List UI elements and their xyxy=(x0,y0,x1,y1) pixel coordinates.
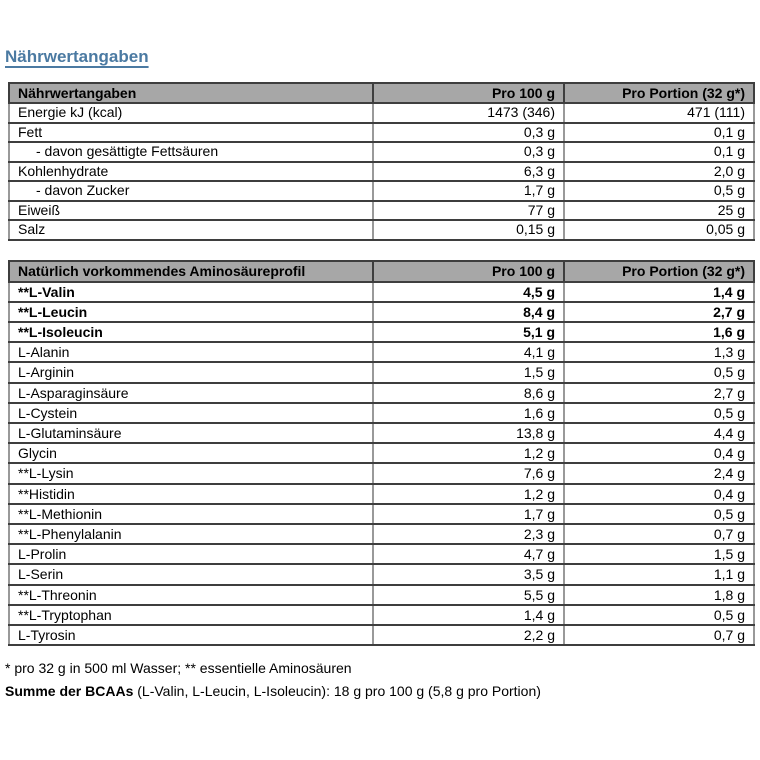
row-label: **L-Threonin xyxy=(9,585,373,605)
row-value-per-portion: 0,5 g xyxy=(564,181,754,201)
row-label: L-Arginin xyxy=(9,362,373,382)
table-row xyxy=(9,564,754,584)
row-label: Energie kJ (kcal) xyxy=(9,103,373,123)
nutrition-table-body xyxy=(9,103,754,240)
row-value-per-100g: 5,1 g xyxy=(373,322,564,342)
table-row xyxy=(9,322,754,342)
table-row xyxy=(9,220,754,240)
column-header-per-100g: Pro 100 g xyxy=(373,261,564,282)
row-label: L-Asparaginsäure xyxy=(9,383,373,403)
column-header-per-portion: Pro Portion (32 g*) xyxy=(564,261,754,282)
row-value-per-portion: 2,4 g xyxy=(564,463,754,483)
row-value-per-portion: 0,5 g xyxy=(564,362,754,382)
row-label: **L-Methionin xyxy=(9,504,373,524)
header-row xyxy=(9,83,754,103)
nutrition-table xyxy=(8,82,755,241)
row-value-per-100g: 3,5 g xyxy=(373,564,564,584)
row-label: **L-Phenylalanin xyxy=(9,524,373,544)
row-value-per-100g: 1,2 g xyxy=(373,443,564,463)
row-value-per-portion: 0,1 g xyxy=(564,142,754,162)
row-label: **L-Valin xyxy=(9,282,373,302)
row-value-per-100g: 2,3 g xyxy=(373,524,564,544)
row-value-per-100g: 1,7 g xyxy=(373,181,564,201)
row-value-per-100g: 8,4 g xyxy=(373,302,564,322)
table-row xyxy=(9,504,754,524)
row-value-per-portion: 0,7 g xyxy=(564,524,754,544)
row-value-per-portion: 0,5 g xyxy=(564,504,754,524)
row-label: L-Glutaminsäure xyxy=(9,423,373,443)
row-label: L-Alanin xyxy=(9,342,373,362)
row-value-per-100g: 2,2 g xyxy=(373,625,564,645)
row-value-per-100g: 0,3 g xyxy=(373,142,564,162)
column-header-name: Nährwertangaben xyxy=(9,83,373,103)
row-value-per-100g: 0,3 g xyxy=(373,123,564,143)
row-value-per-100g: 1473 (346) xyxy=(373,103,564,123)
row-value-per-portion: 1,6 g xyxy=(564,322,754,342)
row-value-per-portion: 1,1 g xyxy=(564,564,754,584)
row-value-per-portion: 0,4 g xyxy=(564,484,754,504)
row-value-per-portion: 25 g xyxy=(564,201,754,221)
row-value-per-100g: 7,6 g xyxy=(373,463,564,483)
table-row xyxy=(9,342,754,362)
row-value-per-portion: 1,4 g xyxy=(564,282,754,302)
row-label: Glycin xyxy=(9,443,373,463)
table-row xyxy=(9,423,754,443)
column-header-per-100g: Pro 100 g xyxy=(373,83,564,103)
row-value-per-portion: 471 (111) xyxy=(564,103,754,123)
footnotes xyxy=(5,657,753,702)
table-row xyxy=(9,123,754,143)
row-value-per-100g: 4,1 g xyxy=(373,342,564,362)
row-value-per-100g: 8,6 g xyxy=(373,383,564,403)
row-label: - davon Zucker xyxy=(9,181,373,201)
row-label: **L-Isoleucin xyxy=(9,322,373,342)
row-value-per-portion: 0,4 g xyxy=(564,443,754,463)
row-label: **Histidin xyxy=(9,484,373,504)
bcaa-summary-text: (L-Valin, L-Leucin, L-Isoleucin): 18 g pro 100 g (5,8 g pro Portion) xyxy=(133,682,541,699)
row-value-per-100g: 4,5 g xyxy=(373,282,564,302)
row-value-per-100g: 13,8 g xyxy=(373,423,564,443)
row-label: **L-Leucin xyxy=(9,302,373,322)
table-row xyxy=(9,162,754,182)
bcaa-summary-label: Summe der BCAAs xyxy=(5,682,134,699)
table-row xyxy=(9,383,754,403)
row-label: **L-Lysin xyxy=(9,463,373,483)
row-label: - davon gesättigte Fettsäuren xyxy=(9,142,373,162)
row-value-per-100g: 77 g xyxy=(373,201,564,221)
row-value-per-100g: 1,5 g xyxy=(373,362,564,382)
row-value-per-100g: 1,7 g xyxy=(373,504,564,524)
nutrition-table-header xyxy=(9,83,754,103)
row-label: L-Tyrosin xyxy=(9,625,373,645)
row-value-per-portion: 4,4 g xyxy=(564,423,754,443)
table-row xyxy=(9,403,754,423)
row-value-per-portion: 1,5 g xyxy=(564,544,754,564)
table-row xyxy=(9,484,754,504)
row-value-per-100g: 1,6 g xyxy=(373,403,564,423)
row-label: Eiweiß xyxy=(9,201,373,221)
row-label: Salz xyxy=(9,220,373,240)
table-row xyxy=(9,625,754,645)
table-row xyxy=(9,443,754,463)
table-row xyxy=(9,282,754,302)
amino-acid-table xyxy=(8,260,755,647)
row-label: L-Cystein xyxy=(9,403,373,423)
table-row xyxy=(9,181,754,201)
row-value-per-portion: 0,5 g xyxy=(564,605,754,625)
row-value-per-100g: 4,7 g xyxy=(373,544,564,564)
row-value-per-portion: 2,7 g xyxy=(564,302,754,322)
row-value-per-portion: 0,05 g xyxy=(564,220,754,240)
column-header-name: Natürlich vorkommendes Aminosäureprofil xyxy=(9,261,373,282)
table-row xyxy=(9,605,754,625)
row-value-per-100g: 0,15 g xyxy=(373,220,564,240)
table-row xyxy=(9,585,754,605)
row-value-per-portion: 0,5 g xyxy=(564,403,754,423)
row-value-per-portion: 1,3 g xyxy=(564,342,754,362)
column-header-per-portion: Pro Portion (32 g*) xyxy=(564,83,754,103)
table-row xyxy=(9,544,754,564)
row-value-per-100g: 1,2 g xyxy=(373,484,564,504)
table-row xyxy=(9,362,754,382)
row-value-per-portion: 0,7 g xyxy=(564,625,754,645)
row-value-per-portion: 0,1 g xyxy=(564,123,754,143)
row-value-per-portion: 2,7 g xyxy=(564,383,754,403)
row-value-per-100g: 5,5 g xyxy=(373,585,564,605)
row-label: **L-Tryptophan xyxy=(9,605,373,625)
table-row xyxy=(9,302,754,322)
table-row xyxy=(9,201,754,221)
page-title: Nährwertangaben xyxy=(5,47,149,66)
table-row xyxy=(9,142,754,162)
amino-acid-table-body xyxy=(9,282,754,646)
table-row xyxy=(9,463,754,483)
row-value-per-portion: 2,0 g xyxy=(564,162,754,182)
row-value-per-100g: 6,3 g xyxy=(373,162,564,182)
amino-acid-table-header xyxy=(9,261,754,282)
row-value-per-portion: 1,8 g xyxy=(564,585,754,605)
row-label: Kohlenhydrate xyxy=(9,162,373,182)
row-label: L-Prolin xyxy=(9,544,373,564)
row-value-per-100g: 1,4 g xyxy=(373,605,564,625)
row-label: Fett xyxy=(9,123,373,143)
table-row xyxy=(9,103,754,123)
serving-footnote: * pro 32 g in 500 ml Wasser; ** essentielle Aminosäuren xyxy=(5,660,352,677)
row-label: L-Serin xyxy=(9,564,373,584)
table-row xyxy=(9,524,754,544)
header-row xyxy=(9,261,754,282)
